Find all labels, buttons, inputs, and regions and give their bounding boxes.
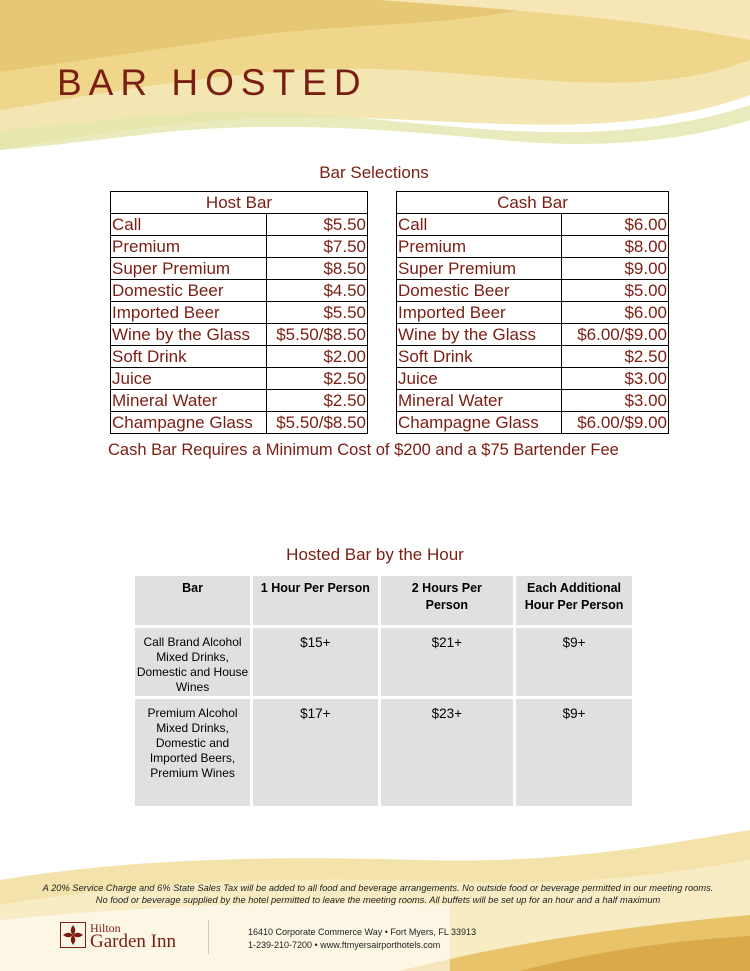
item-price: $5.50/$8.50: [267, 324, 368, 346]
item-price: $3.00: [562, 368, 669, 390]
item-name: Imported Beer: [397, 302, 562, 324]
host-bar-header: Host Bar: [111, 192, 368, 214]
footer-divider: [208, 920, 209, 954]
item-price: $5.50: [267, 214, 368, 236]
hosted-by-hour-table: [132, 573, 635, 809]
item-name: Call: [397, 214, 562, 236]
item-price: $2.50: [562, 346, 669, 368]
item-name: Imported Beer: [111, 302, 267, 324]
item-price: $4.50: [267, 280, 368, 302]
column-header-two-hours: 2 Hours Per Person: [381, 576, 514, 625]
two-hours-price: $23+: [381, 699, 514, 806]
table-row: [397, 280, 669, 302]
item-price: $6.00: [562, 302, 669, 324]
item-price: $2.50: [267, 368, 368, 390]
table-row: [111, 302, 368, 324]
item-price: $6.00/$9.00: [562, 412, 669, 434]
table-row: [397, 236, 669, 258]
host-bar-table: [110, 191, 368, 434]
item-price: $9.00: [562, 258, 669, 280]
hosted-by-hour-heading: Hosted Bar by the Hour: [286, 545, 464, 564]
item-name: Super Premium: [397, 258, 562, 280]
table-row: [111, 368, 368, 390]
one-hour-price: $17+: [253, 699, 378, 806]
item-price: $7.50: [267, 236, 368, 258]
item-name: Soft Drink: [397, 346, 562, 368]
table-row: [397, 390, 669, 412]
table-row: [111, 258, 368, 280]
item-name: Soft Drink: [111, 346, 267, 368]
bar-description: Call Brand Alcohol Mixed Drinks, Domestic and House Wines: [135, 628, 250, 696]
item-name: Juice: [111, 368, 267, 390]
table-row: [111, 324, 368, 346]
table-row: [111, 280, 368, 302]
cash-bar-note: Cash Bar Requires a Minimum Cost of $200 and a $75 Bartender Fee: [108, 441, 619, 459]
column-header-additional-hour: Each Additional Hour Per Person: [516, 576, 632, 625]
table-row: [135, 628, 632, 696]
item-name: Domestic Beer: [111, 280, 267, 302]
table-row: [111, 412, 368, 434]
table-row: [397, 368, 669, 390]
table-row: [397, 214, 669, 236]
page-title: BAR HOSTED: [57, 62, 368, 103]
table-row: [397, 302, 669, 324]
item-price: $3.00: [562, 390, 669, 412]
item-name: Champagne Glass: [397, 412, 562, 434]
bar-description: Premium Alcohol Mixed Drinks, Domestic and Imported Beers, Premium Wines: [135, 699, 250, 806]
item-name: Mineral Water: [397, 390, 562, 412]
table-row: [397, 258, 669, 280]
bar-selections-heading: Bar Selections: [319, 163, 429, 182]
cash-bar-header: Cash Bar: [397, 192, 669, 214]
hotel-address: 16410 Corporate Commerce Way • Fort Myers, FL 33913: [248, 927, 477, 937]
item-price: $6.00/$9.00: [562, 324, 669, 346]
two-hours-price: $21+: [381, 628, 514, 696]
table-row: [111, 236, 368, 258]
item-price: $5.50/$8.50: [267, 412, 368, 434]
item-name: Wine by the Glass: [111, 324, 267, 346]
logo-name-text: Garden Inn: [90, 931, 176, 952]
additional-hour-price: $9+: [516, 699, 632, 806]
table-row: [397, 324, 669, 346]
footer-disclaimer: A 20% Service Charge and 6% State Sales Tax will be added to all food and beverage arrangements. No outside food or beverage permitted in our meeting rooms. No food or beverage supplied by the hotel permitted to leave the meeting rooms. All buffets will be set up for an hour and a half maximum: [42, 883, 714, 905]
column-header-bar: Bar: [135, 576, 250, 625]
item-name: Super Premium: [111, 258, 267, 280]
item-price: $5.00: [562, 280, 669, 302]
table-row: [397, 346, 669, 368]
flower-logo-icon: [60, 922, 86, 948]
item-name: Wine by the Glass: [397, 324, 562, 346]
item-name: Champagne Glass: [111, 412, 267, 434]
table-row: [397, 412, 669, 434]
hilton-garden-inn-logo: [60, 921, 176, 952]
footer-address-block: [248, 926, 476, 952]
item-price: $2.50: [267, 390, 368, 412]
column-header-one-hour: 1 Hour Per Person: [253, 576, 378, 625]
item-name: Call: [111, 214, 267, 236]
hotel-contact: 1-239-210-7200 • www.ftmyersairporthotels.com: [248, 940, 441, 950]
table-row: [135, 699, 632, 806]
one-hour-price: $15+: [253, 628, 378, 696]
item-name: Premium: [111, 236, 267, 258]
item-name: Juice: [397, 368, 562, 390]
item-name: Mineral Water: [111, 390, 267, 412]
item-name: Premium: [397, 236, 562, 258]
logo-brand-text: Hilton: [90, 921, 121, 935]
item-price: $5.50: [267, 302, 368, 324]
item-price: $6.00: [562, 214, 669, 236]
additional-hour-price: $9+: [516, 628, 632, 696]
item-price: $8.00: [562, 236, 669, 258]
item-price: $2.00: [267, 346, 368, 368]
cash-bar-table: [396, 191, 669, 434]
item-name: Domestic Beer: [397, 280, 562, 302]
table-row: [111, 346, 368, 368]
item-price: $8.50: [267, 258, 368, 280]
table-row: [111, 214, 368, 236]
table-row: [111, 390, 368, 412]
